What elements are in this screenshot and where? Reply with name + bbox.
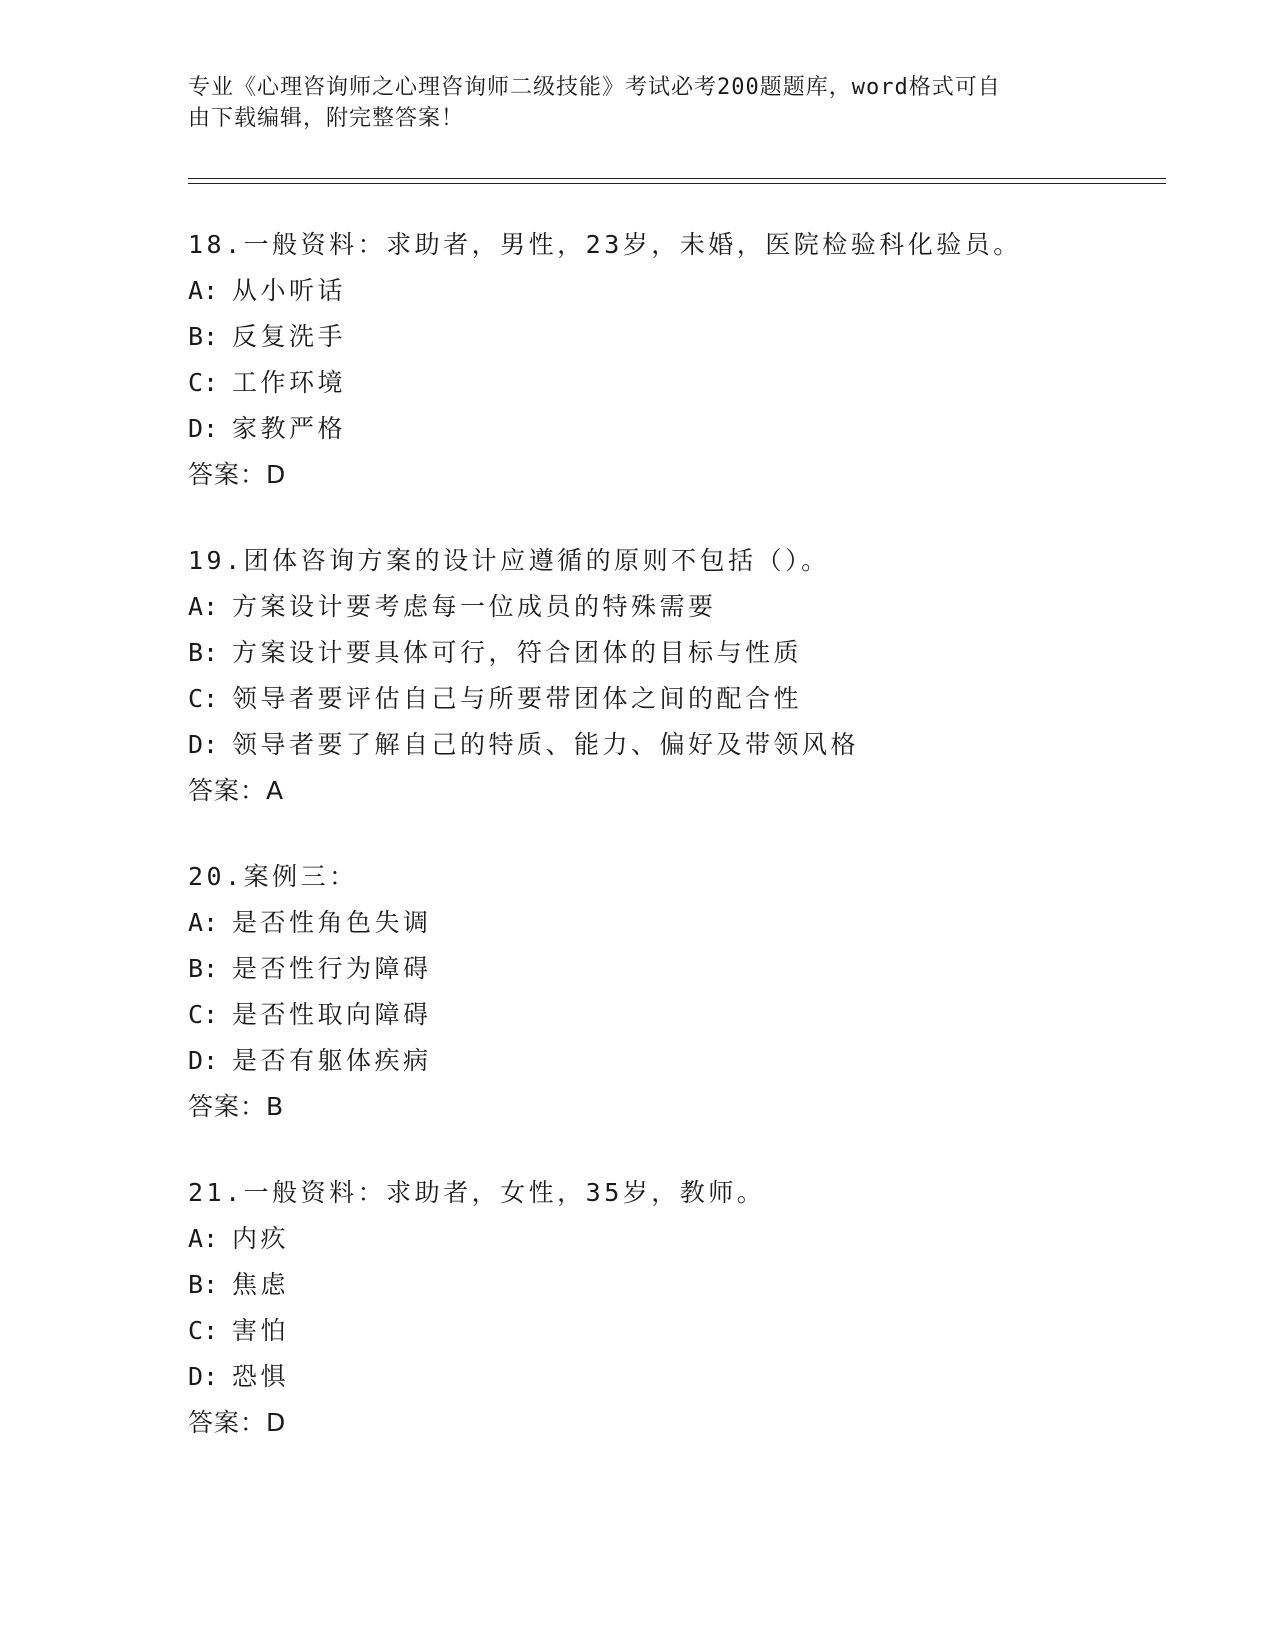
- option-b: [188, 314, 1168, 360]
- option-text: 是否有躯体疾病: [232, 1046, 432, 1075]
- option-text: 方案设计要考虑每一位成员的特殊需要: [232, 592, 717, 621]
- option-text: 害怕: [232, 1316, 290, 1345]
- option-text: 内疚: [232, 1224, 290, 1253]
- question-18: [188, 222, 1168, 498]
- option-a: [188, 1216, 1168, 1262]
- option-letter: C:: [188, 1000, 219, 1029]
- option-letter: B:: [188, 638, 219, 667]
- question-stem: 18.一般资料：求助者，男性，23岁，未婚，医院检验科化验员。: [188, 230, 1022, 259]
- option-text: 家教严格: [232, 414, 347, 443]
- option-a: [188, 900, 1168, 946]
- answer-label: 答案：A: [188, 776, 285, 805]
- option-text: 恐惧: [232, 1362, 290, 1391]
- option-text: 是否性行为障碍: [232, 954, 432, 983]
- option-text: 方案设计要具体可行，符合团体的目标与性质: [232, 638, 803, 667]
- document-header: [188, 72, 1088, 134]
- option-text: 是否性角色失调: [232, 908, 432, 937]
- option-b: [188, 946, 1168, 992]
- option-d: [188, 406, 1168, 452]
- option-text: 反复洗手: [232, 322, 347, 351]
- option-c: [188, 992, 1168, 1038]
- option-letter: B:: [188, 322, 219, 351]
- header-divider-bottom: [188, 183, 1166, 184]
- option-letter: D:: [188, 1362, 219, 1391]
- option-letter: B:: [188, 954, 219, 983]
- option-text: 领导者要了解自己的特质、能力、偏好及带领风格: [232, 730, 860, 759]
- option-a: [188, 268, 1168, 314]
- option-letter: A:: [188, 592, 219, 621]
- question-stem: 20.案例三：: [188, 862, 358, 891]
- option-letter: A:: [188, 908, 219, 937]
- option-d: [188, 1354, 1168, 1400]
- question-21: [188, 1170, 1168, 1446]
- answer-label: 答案：B: [188, 1092, 285, 1121]
- option-letter: A:: [188, 276, 219, 305]
- question-19: [188, 538, 1168, 814]
- option-c: [188, 1308, 1168, 1354]
- header-line-2: 由下载编辑，附完整答案！: [188, 106, 465, 131]
- option-b: [188, 1262, 1168, 1308]
- option-letter: A:: [188, 1224, 219, 1253]
- option-b: [188, 630, 1168, 676]
- option-letter: C:: [188, 368, 219, 397]
- option-letter: B:: [188, 1270, 219, 1299]
- option-text: 从小听话: [232, 276, 347, 305]
- question-20: [188, 854, 1168, 1130]
- option-letter: D:: [188, 730, 219, 759]
- option-a: [188, 584, 1168, 630]
- option-c: [188, 360, 1168, 406]
- option-text: 焦虑: [232, 1270, 290, 1299]
- option-c: [188, 676, 1168, 722]
- option-letter: D:: [188, 1046, 219, 1075]
- header-line-1: 专业《心理咨询师之心理咨询师二级技能》考试必考200题题库，word格式可自: [188, 75, 1001, 100]
- answer-label: 答案：D: [188, 1408, 287, 1437]
- option-letter: D:: [188, 414, 219, 443]
- option-text: 是否性取向障碍: [232, 1000, 432, 1029]
- question-stem: 21.一般资料：求助者，女性，35岁，教师。: [188, 1178, 766, 1207]
- option-d: [188, 1038, 1168, 1084]
- option-d: [188, 722, 1168, 768]
- answer-label: 答案：D: [188, 460, 287, 489]
- option-text: 工作环境: [232, 368, 347, 397]
- option-letter: C:: [188, 684, 219, 713]
- option-text: 领导者要评估自己与所要带团体之间的配合性: [232, 684, 803, 713]
- header-divider-top: [188, 178, 1166, 179]
- question-stem: 19.团体咨询方案的设计应遵循的原则不包括（）。: [188, 546, 830, 575]
- option-letter: C:: [188, 1316, 219, 1345]
